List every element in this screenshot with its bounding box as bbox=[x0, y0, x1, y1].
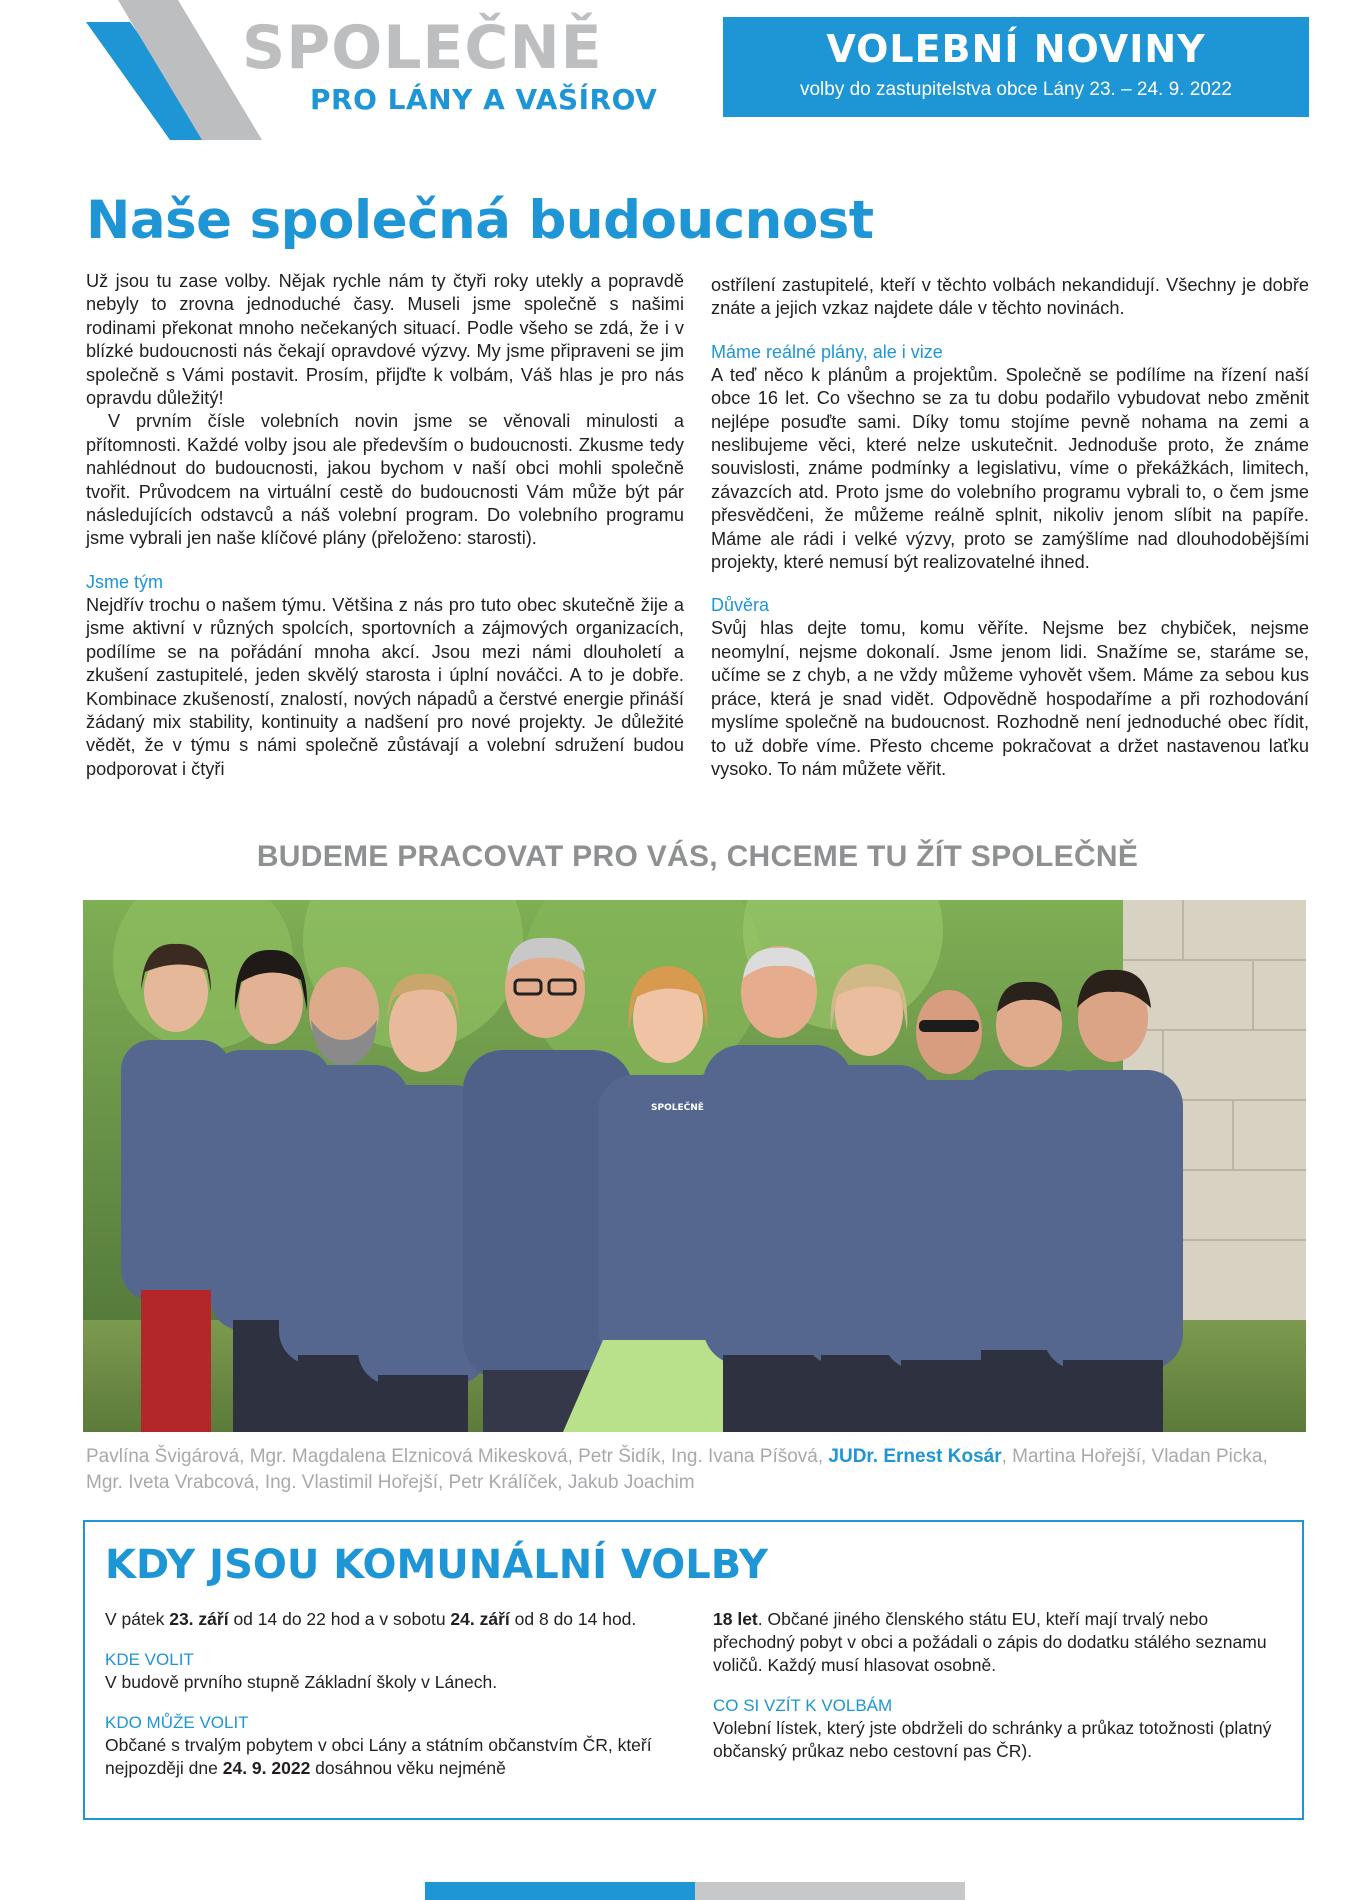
caption-highlight-name: JUDr. Ernest Kosár bbox=[828, 1446, 1002, 1467]
article-column-left bbox=[86, 270, 684, 781]
plans-heading: Máme reálné plány, ale i vize bbox=[711, 341, 943, 362]
team-photo bbox=[83, 900, 1306, 1432]
newspaper-title: VOLEBNÍ NOVINY bbox=[826, 27, 1206, 71]
trust-paragraph: Svůj hlas dejte tomu, komu věříte. Nejsme bez chybiček, nejsme neomylní, nejsme dokonalí. Jsme jenom lidi. Snažíme se, staráme se, učíme se z chyb, a ne vždy můžeme vyhovět všem. Máme za sebou kus práce, která je snad vidět. Odpovědně hospodaříme a při rozhodování myslíme společně na budoucnost. Rozhodně není jednoduché obec řídit, to už dobře víme. Přesto chceme pokračovat a držet nastavenou laťku vysoko. To nám můžete věřit. bbox=[711, 618, 1309, 779]
intro-paragraph-2: V prvním čísle volebních novin jsme se věnovali minulosti a přítomnosti. Každé volby jsou ale především o budoucnosti. Zkusme tedy nahlédnout do budoucnosti, jakou bychom v naší obci mohli společně tvořit. Průvodcem na virtuální cestě do budoucnosti Vám může být pár následujících odstavců a náš volební program. Do volebního programu jsme vybrali jen naše klíčové plány (přeloženo: starosti). bbox=[86, 411, 684, 549]
bring-text: Volební lístek, který jste obdrželi do schránky a průkaz totožnosti (platný občanský průkaz nebo cestovní pas ČR). bbox=[713, 1718, 1272, 1761]
slogan: BUDEME PRACOVAT PRO VÁS, CHCEME TU ŽÍT SPOLEČNĚ bbox=[256, 840, 1139, 873]
who-text-continued: 18 let. Občané jiného členského státu EU, kteří mají trvalý nebo přechodný pobyt v obci a požádali o zápis do dodatku stálého seznamu voličů. Každý musí hlasovat osobně. bbox=[713, 1609, 1267, 1675]
election-dates: V pátek 23. září od 14 do 22 hod a v sobotu 24. září od 8 do 14 hod. bbox=[105, 1609, 637, 1629]
election-box-title: KDY JSOU KOMUNÁLNÍ VOLBY bbox=[105, 1542, 768, 1588]
who-heading: KDO MŮŽE VOLIT bbox=[105, 1713, 249, 1732]
where-text: V budově prvního stupně Základní školy v Lánech. bbox=[105, 1672, 498, 1692]
caption-names-after: , Martina Hořejší, Vladan Picka, Mgr. Iveta Vrabcová, Ing. Vlastimil Hořejší, Petr Králíček, Jakub Joachim bbox=[86, 1446, 1268, 1493]
photo-caption bbox=[86, 1444, 1306, 1496]
article-column-right bbox=[711, 274, 1309, 781]
election-info-box bbox=[83, 1520, 1304, 1820]
who-text: Občané s trvalým pobytem v obci Lány a státním občanstvím ČR, kteří nejpozději dne 24. 9. 2022 dosáhnou věku nejméně bbox=[105, 1735, 652, 1778]
footer-bar-blue bbox=[425, 1882, 695, 1900]
logo-wordmark: SPOLEČNĚ bbox=[242, 13, 603, 83]
shirt-logo-text: SPOLEČNĚ bbox=[651, 1103, 704, 1113]
where-heading: KDE VOLIT bbox=[105, 1650, 194, 1669]
party-logo bbox=[86, 0, 686, 140]
election-box-column-right bbox=[713, 1608, 1283, 1763]
team-members bbox=[121, 938, 1183, 1432]
plans-paragraph: A teď něco k plánům a projektům. Společně se podílíme na řízení naší obce 16 let. Co všechno se za tu dobu podařilo vybudovat nebo změnit nejlépe posuďte sami. Díky tomu stojíme pevně nohama na zemi a neslibujeme věci, které nelze uskutečnit. Jednoduše proto, že známe souvislosti, známe podmínky a legislativu, víme o překážkách, limitech, závazcích atd. Proto jsme do volebního programu vybrali to, o čem jsme přesvědčeni, že můžeme reálně splnit, nikoliv jenom slíbit na papíře. Máme ale rádi i velké výzvy, proto se zamýšlíme nad dlouhodobějšími projekty, které nemusí být realizovatelné ihned. bbox=[711, 364, 1309, 573]
intro-paragraph-1: Už jsou tu zase volby. Nějak rychle nám ty čtyři roky utekly a popravdě nebyly to zrovna jednoduché časy. Museli jsme společně s našimi rodinami překonat mnoho nečekaných situací. Podle všeho se zdá, že i v blízké budoucnosti nás čekají opravdové výzvy. My jsme připraveni se jim společně s Vámi postavit. Prosím, přijďte k volbám, Váš hlas je pro nás opravdu důležitý! bbox=[86, 271, 684, 409]
logo-subtitle: PRO LÁNY A VAŠÍROV bbox=[310, 83, 658, 116]
newspaper-subtitle: volby do zastupitelstva obce Lány 23. – 24. 9. 2022 bbox=[799, 78, 1233, 100]
team-paragraph: Nejdřív trochu o našem týmu. Většina z nás pro tuto obec skutečně žije a jsme aktivní v různých spolcích, sportovních a zájmových organizacích, podílíme se na pořádání mnoha akcí. Jsou mezi námi dlouholetí a zkušení zastupitelé, jeden skvělý starosta i úplní nováčci. A to je dobře. Kombinace zkušeností, znalostí, nových nápadů a čerstvé energie přináší žádaný mix stability, kontinuity a nadšení pro nové projekty. Je důležité vědět, že v týmu s námi společně zůstávají a volební sdružení budou podporovat i čtyři bbox=[86, 594, 684, 779]
newspaper-title-box bbox=[723, 17, 1309, 117]
team-paragraph-continued: ostřílení zastupitelé, kteří v těchto volbách nekandidují. Všechny je dobře znáte a jejich vzkaz najdete dále v těchto novinách. bbox=[711, 275, 1309, 319]
footer-bar-grey bbox=[695, 1882, 965, 1900]
caption-names-before: Pavlína Švigárová, Mgr. Magdalena Elznicová Mikesková, Petr Šidík, Ing. Ivana Píšová, bbox=[86, 1446, 829, 1467]
trust-heading: Důvěra bbox=[711, 595, 770, 616]
election-box-column-left bbox=[105, 1608, 675, 1780]
article-title: Naše společná budoucnost bbox=[86, 190, 874, 251]
bring-heading: CO SI VZÍT K VOLBÁM bbox=[713, 1696, 893, 1715]
team-photo-illustration bbox=[83, 900, 1306, 1432]
team-heading: Jsme tým bbox=[86, 571, 164, 592]
